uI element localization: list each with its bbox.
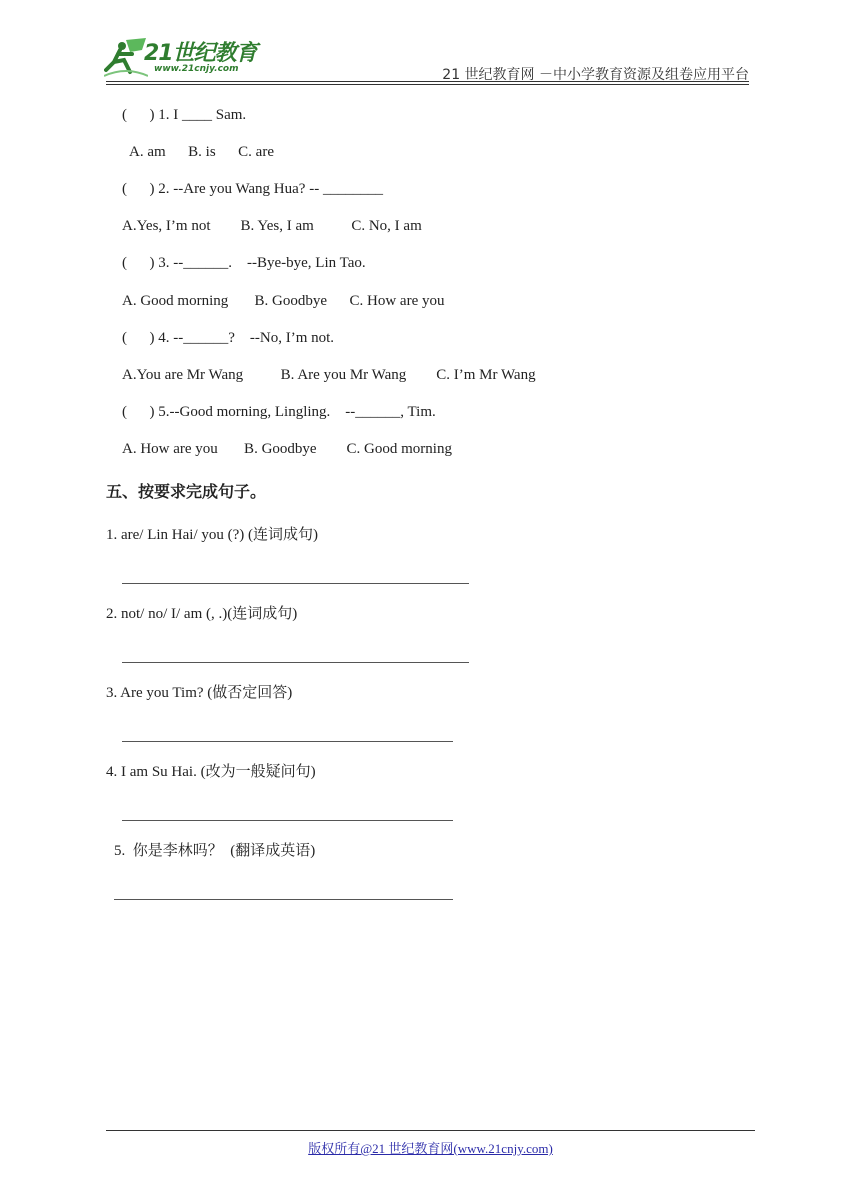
- header-title: 21 世纪教育网 －中小学教育资源及组卷应用平台: [442, 67, 749, 83]
- footer-copyright-link[interactable]: 版权所有@21 世纪教育网(www.21cnjy.com): [308, 1141, 553, 1156]
- section-title: 五、按要求完成句子。: [106, 482, 267, 501]
- footer-divider: [106, 1130, 755, 1131]
- options-5: A. How are you B. Goodbye C. Good morning: [122, 441, 452, 457]
- task-3: 3. Are you Tim? (做否定回答): [106, 685, 293, 701]
- options-1: A. am B. is C. are: [129, 144, 274, 160]
- task-1: 1. are/ Lin Hai/ you (?) (连词成句): [106, 527, 319, 543]
- logo-text: 21世纪教育: [144, 41, 257, 66]
- options-2: A.Yes, I’m not B. Yes, I am C. No, I am: [122, 218, 422, 234]
- question-3: ( ) 3. --______. --Bye-bye, Lin Tao.: [122, 255, 366, 271]
- task-4: 4. I am Su Hai. (改为一般疑问句): [106, 764, 316, 780]
- answer-line-5[interactable]: [114, 899, 453, 900]
- task-5: 5. 你是李林吗？ (翻译成英语): [114, 843, 316, 859]
- runner-logo-icon: [104, 36, 148, 80]
- options-3: A. Good morning B. Goodbye C. How are you: [122, 293, 445, 309]
- answer-line-4[interactable]: [122, 820, 453, 821]
- answer-line-2[interactable]: [122, 662, 469, 663]
- task-2: 2. not/ no/ I/ am (, .)(连词成句): [106, 606, 298, 622]
- options-4: A.You are Mr Wang B. Are you Mr Wang C. I’m Mr Wang: [122, 367, 536, 383]
- question-5: ( ) 5.--Good morning, Lingling. --______, Tim.: [122, 404, 436, 420]
- logo-url: www.21cnjy.com: [154, 64, 239, 74]
- question-2: ( ) 2. --Are you Wang Hua? -- ________: [122, 181, 383, 197]
- site-logo: [104, 34, 284, 82]
- answer-line-3[interactable]: [122, 741, 453, 742]
- question-4: ( ) 4. --______? --No, I’m not.: [122, 330, 335, 346]
- header-divider: [106, 81, 749, 82]
- answer-line-1[interactable]: [122, 583, 469, 584]
- question-1: ( ) 1. I ____ Sam.: [122, 107, 247, 123]
- header-divider-thin: [106, 84, 749, 85]
